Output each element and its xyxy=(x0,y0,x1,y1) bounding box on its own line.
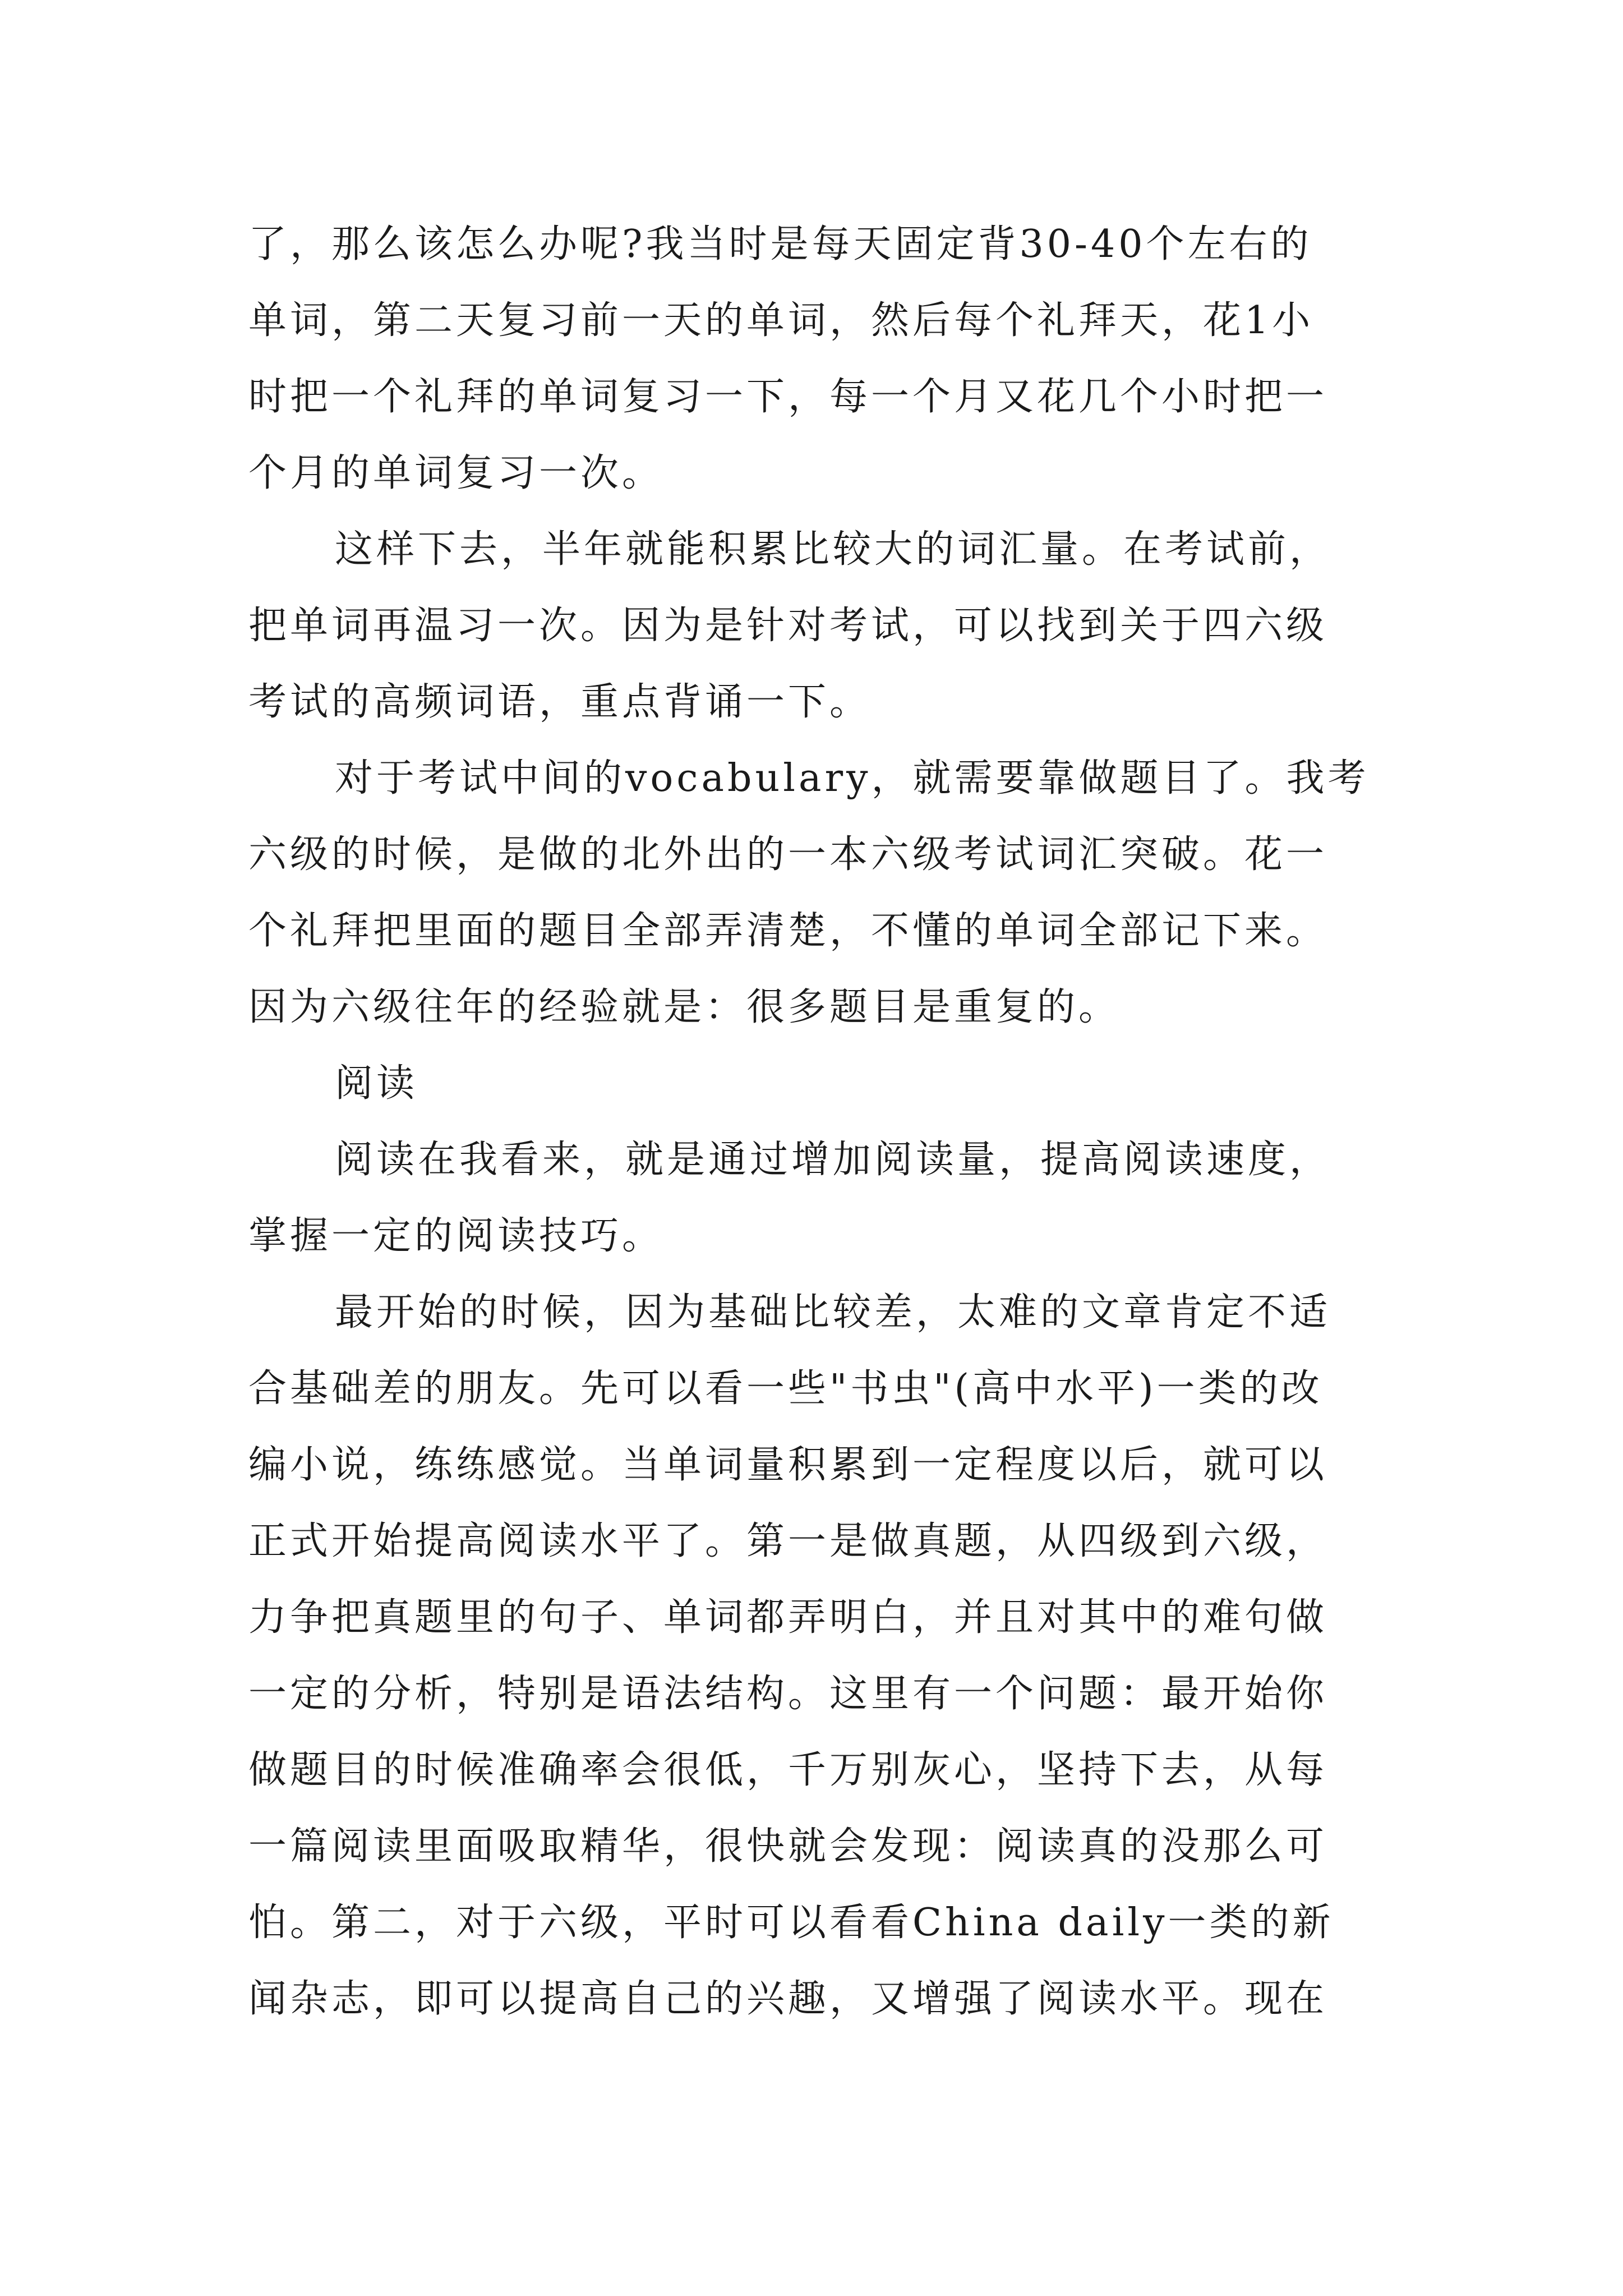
text-line: 六级的时候，是做的北外出的一本六级考试词汇突破。花一 xyxy=(248,832,1328,877)
text-line: 时把一个礼拜的单词复习一下，每一个月又花几个小时把一 xyxy=(248,375,1328,419)
text-line: 合基础差的朋友。先可以看一些"书虫"(高中水平)一类的改 xyxy=(248,1366,1323,1411)
text-line: 阅读 xyxy=(335,1061,418,1106)
text-line: 对于考试中间的vocabulary，就需要靠做题目了。我考 xyxy=(335,756,1370,800)
text-line: 最开始的时候，因为基础比较差，太难的文章肯定不适 xyxy=(335,1290,1331,1335)
document-body xyxy=(248,206,1387,2037)
text-line: 正式开始提高阅读水平了。第一是做真题，从四级到六级， xyxy=(248,1519,1328,1563)
text-line: 一定的分析，特别是语法结构。这里有一个问题：最开始你 xyxy=(248,1672,1328,1716)
text-line: 这样下去，半年就能积累比较大的词汇量。在考试前， xyxy=(335,527,1331,572)
text-line: 因为六级往年的经验就是：很多题目是重复的。 xyxy=(248,985,1121,1029)
text-line: 一篇阅读里面吸取精华，很快就会发现：阅读真的没那么可 xyxy=(248,1824,1328,1869)
text-line: 个月的单词复习一次。 xyxy=(248,451,664,495)
text-line: 阅读在我看来，就是通过增加阅读量，提高阅读速度， xyxy=(335,1138,1331,1182)
text-line: 编小说，练练感觉。当单词量积累到一定程度以后，就可以 xyxy=(248,1443,1328,1487)
text-line: 闻杂志，即可以提高自己的兴趣，又增强了阅读水平。现在 xyxy=(248,1977,1328,2021)
text-line: 把单词再温习一次。因为是针对考试，可以找到关于四六级 xyxy=(248,604,1328,648)
text-line: 个礼拜把里面的题目全部弄清楚，不懂的单词全部记下来。 xyxy=(248,909,1328,953)
text-line: 做题目的时候准确率会很低，千万别灰心，坚持下去，从每 xyxy=(248,1748,1328,1792)
text-line: 了，那么该怎么办呢?我当时是每天固定背30-40个左右的 xyxy=(248,222,1312,266)
text-line: 掌握一定的阅读技巧。 xyxy=(248,1214,664,1258)
text-line: 考试的高频词语，重点背诵一下。 xyxy=(248,680,872,724)
text-line: 单词，第二天复习前一天的单词，然后每个礼拜天，花1小 xyxy=(248,298,1314,343)
text-line: 力争把真题里的句子、单词都弄明白，并且对其中的难句做 xyxy=(248,1595,1328,1640)
text-line: 怕。第二，对于六级，平时可以看看China daily一类的新 xyxy=(248,1901,1334,1945)
